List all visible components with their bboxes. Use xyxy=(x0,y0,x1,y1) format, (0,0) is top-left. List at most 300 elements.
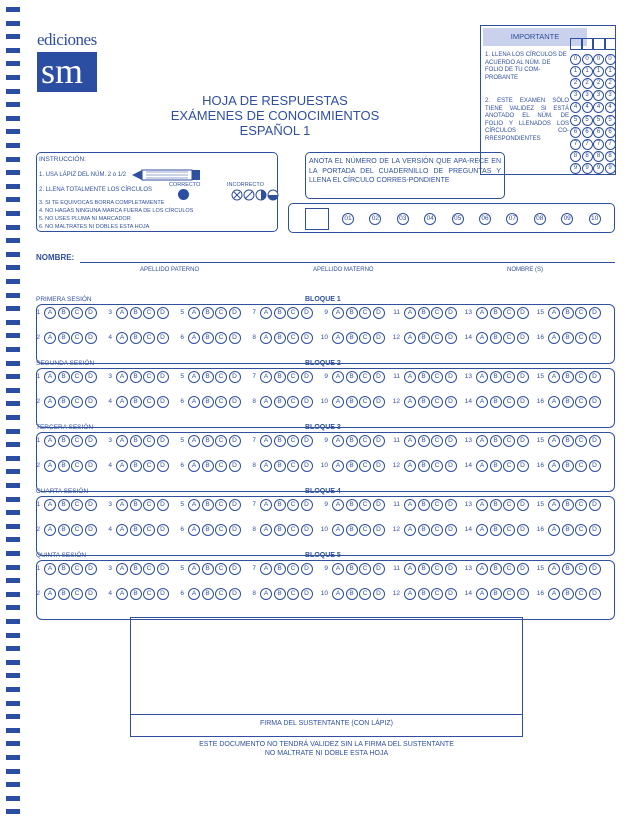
answer-bubble[interactable]: D xyxy=(589,371,601,383)
answer-bubble[interactable]: C xyxy=(575,307,587,319)
answer-bubble[interactable]: D xyxy=(373,332,385,344)
answer-bubble[interactable]: C xyxy=(503,396,515,408)
answer-bubble[interactable]: B xyxy=(202,460,214,472)
answer-bubble[interactable]: B xyxy=(58,307,70,319)
answer-bubble[interactable]: C xyxy=(215,460,227,472)
answer-bubble[interactable]: D xyxy=(373,460,385,472)
answer-bubble[interactable]: B xyxy=(346,396,358,408)
answer-bubble[interactable]: A xyxy=(188,588,200,600)
answer-bubble[interactable]: A xyxy=(476,563,488,575)
answer-bubble[interactable]: B xyxy=(346,332,358,344)
folio-digit-bubble[interactable]: 8 xyxy=(582,151,593,162)
version-option-bubble[interactable]: 01 xyxy=(342,213,354,225)
folio-digit-bubble[interactable]: 2 xyxy=(582,78,593,89)
answer-bubble[interactable]: D xyxy=(589,460,601,472)
answer-bubble[interactable]: C xyxy=(71,332,83,344)
answer-bubble[interactable]: A xyxy=(548,460,560,472)
answer-bubble[interactable]: B xyxy=(562,307,574,319)
answer-bubble[interactable]: C xyxy=(215,307,227,319)
answer-bubble[interactable]: B xyxy=(274,307,286,319)
answer-bubble[interactable]: C xyxy=(71,307,83,319)
answer-bubble[interactable]: C xyxy=(215,371,227,383)
answer-bubble[interactable]: A xyxy=(404,460,416,472)
answer-bubble[interactable]: C xyxy=(575,524,587,536)
answer-bubble[interactable]: A xyxy=(476,524,488,536)
answer-bubble[interactable]: A xyxy=(116,499,128,511)
answer-bubble[interactable]: D xyxy=(589,499,601,511)
answer-bubble[interactable]: B xyxy=(202,563,214,575)
answer-bubble[interactable]: D xyxy=(85,435,97,447)
answer-bubble[interactable]: B xyxy=(202,307,214,319)
answer-bubble[interactable]: C xyxy=(359,435,371,447)
answer-bubble[interactable]: B xyxy=(562,524,574,536)
answer-bubble[interactable]: A xyxy=(332,499,344,511)
answer-bubble[interactable]: B xyxy=(346,499,358,511)
version-option-bubble[interactable]: 10 xyxy=(589,213,601,225)
answer-bubble[interactable]: C xyxy=(71,371,83,383)
answer-bubble[interactable]: D xyxy=(517,396,529,408)
answer-bubble[interactable]: D xyxy=(85,524,97,536)
folio-digit-bubble[interactable]: 7 xyxy=(570,139,581,150)
answer-bubble[interactable]: B xyxy=(562,563,574,575)
answer-bubble[interactable]: D xyxy=(157,396,169,408)
folio-digit-bubble[interactable]: 7 xyxy=(593,139,604,150)
answer-bubble[interactable]: D xyxy=(229,563,241,575)
version-option-bubble[interactable]: 09 xyxy=(561,213,573,225)
answer-bubble[interactable]: D xyxy=(85,460,97,472)
folio-digit-bubble[interactable]: 8 xyxy=(570,151,581,162)
answer-bubble[interactable]: C xyxy=(143,588,155,600)
answer-bubble[interactable]: C xyxy=(431,460,443,472)
answer-bubble[interactable]: C xyxy=(575,435,587,447)
answer-bubble[interactable]: C xyxy=(215,435,227,447)
folio-digit-bubble[interactable]: 5 xyxy=(605,115,616,126)
answer-bubble[interactable]: B xyxy=(418,435,430,447)
answer-bubble[interactable]: B xyxy=(274,460,286,472)
answer-bubble[interactable]: B xyxy=(274,371,286,383)
answer-bubble[interactable]: B xyxy=(490,563,502,575)
answer-bubble[interactable]: A xyxy=(116,371,128,383)
answer-bubble[interactable]: B xyxy=(346,460,358,472)
answer-bubble[interactable]: D xyxy=(301,371,313,383)
answer-bubble[interactable]: C xyxy=(503,371,515,383)
answer-bubble[interactable]: B xyxy=(58,371,70,383)
answer-bubble[interactable]: B xyxy=(202,499,214,511)
answer-bubble[interactable]: A xyxy=(548,588,560,600)
answer-bubble[interactable]: D xyxy=(229,332,241,344)
answer-bubble[interactable]: D xyxy=(157,435,169,447)
folio-digit-bubble[interactable]: 8 xyxy=(605,151,616,162)
answer-bubble[interactable]: A xyxy=(404,563,416,575)
answer-bubble[interactable]: B xyxy=(418,307,430,319)
answer-bubble[interactable]: D xyxy=(373,307,385,319)
answer-bubble[interactable]: D xyxy=(445,371,457,383)
answer-bubble[interactable]: D xyxy=(517,371,529,383)
answer-bubble[interactable]: C xyxy=(431,371,443,383)
answer-bubble[interactable]: A xyxy=(476,435,488,447)
answer-bubble[interactable]: C xyxy=(431,563,443,575)
answer-bubble[interactable]: C xyxy=(143,371,155,383)
version-option-bubble[interactable]: 04 xyxy=(424,213,436,225)
answer-bubble[interactable]: A xyxy=(116,396,128,408)
answer-bubble[interactable]: D xyxy=(589,307,601,319)
signature-box[interactable] xyxy=(130,617,523,737)
answer-bubble[interactable]: C xyxy=(503,460,515,472)
answer-bubble[interactable]: B xyxy=(490,307,502,319)
answer-bubble[interactable]: C xyxy=(215,524,227,536)
version-option-bubble[interactable]: 03 xyxy=(397,213,409,225)
folio-digit-bubble[interactable]: 3 xyxy=(593,90,604,101)
answer-bubble[interactable]: B xyxy=(274,435,286,447)
answer-bubble[interactable]: D xyxy=(85,332,97,344)
folio-entry-box[interactable] xyxy=(593,38,605,50)
answer-bubble[interactable]: A xyxy=(404,499,416,511)
answer-bubble[interactable]: C xyxy=(71,460,83,472)
answer-bubble[interactable]: D xyxy=(301,307,313,319)
folio-digit-bubble[interactable]: 4 xyxy=(582,102,593,113)
answer-bubble[interactable]: D xyxy=(445,563,457,575)
folio-digit-bubble[interactable]: 6 xyxy=(593,127,604,138)
answer-bubble[interactable]: C xyxy=(143,307,155,319)
answer-bubble[interactable]: C xyxy=(359,499,371,511)
answer-bubble[interactable]: C xyxy=(503,563,515,575)
answer-bubble[interactable]: D xyxy=(589,396,601,408)
folio-entry-box[interactable] xyxy=(582,38,594,50)
answer-bubble[interactable]: C xyxy=(431,499,443,511)
answer-bubble[interactable]: D xyxy=(589,435,601,447)
answer-bubble[interactable]: D xyxy=(229,435,241,447)
answer-bubble[interactable]: A xyxy=(44,499,56,511)
folio-digit-bubble[interactable]: 9 xyxy=(582,163,593,174)
answer-bubble[interactable]: A xyxy=(116,588,128,600)
answer-bubble[interactable]: C xyxy=(71,396,83,408)
answer-bubble[interactable]: A xyxy=(188,563,200,575)
folio-entry-box[interactable] xyxy=(570,38,582,50)
folio-digit-bubble[interactable]: 1 xyxy=(570,66,581,77)
answer-bubble[interactable]: C xyxy=(215,499,227,511)
answer-bubble[interactable]: C xyxy=(215,563,227,575)
folio-digit-bubble[interactable]: 5 xyxy=(570,115,581,126)
answer-bubble[interactable]: D xyxy=(157,499,169,511)
answer-bubble[interactable]: A xyxy=(548,435,560,447)
answer-bubble[interactable]: A xyxy=(332,307,344,319)
answer-bubble[interactable]: D xyxy=(85,371,97,383)
answer-bubble[interactable]: A xyxy=(476,307,488,319)
answer-bubble[interactable]: A xyxy=(116,435,128,447)
answer-bubble[interactable]: B xyxy=(274,563,286,575)
answer-bubble[interactable]: D xyxy=(445,332,457,344)
answer-bubble[interactable]: C xyxy=(287,524,299,536)
answer-bubble[interactable]: C xyxy=(215,332,227,344)
answer-bubble[interactable]: A xyxy=(44,588,56,600)
answer-bubble[interactable]: B xyxy=(418,563,430,575)
answer-bubble[interactable]: B xyxy=(58,396,70,408)
folio-digit-bubble[interactable]: 4 xyxy=(605,102,616,113)
answer-bubble[interactable]: D xyxy=(517,588,529,600)
answer-bubble[interactable]: A xyxy=(44,524,56,536)
version-option-bubble[interactable]: 07 xyxy=(506,213,518,225)
folio-digit-bubble[interactable]: 6 xyxy=(605,127,616,138)
answer-bubble[interactable]: D xyxy=(157,524,169,536)
answer-bubble[interactable]: B xyxy=(346,307,358,319)
answer-bubble[interactable]: B xyxy=(130,499,142,511)
answer-bubble[interactable]: B xyxy=(202,435,214,447)
folio-digit-bubble[interactable]: 6 xyxy=(582,127,593,138)
answer-bubble[interactable]: D xyxy=(373,435,385,447)
answer-bubble[interactable]: C xyxy=(287,499,299,511)
answer-bubble[interactable]: A xyxy=(332,435,344,447)
answer-bubble[interactable]: A xyxy=(404,588,416,600)
answer-bubble[interactable]: C xyxy=(503,435,515,447)
folio-digit-bubble[interactable]: 3 xyxy=(582,90,593,101)
answer-bubble[interactable]: A xyxy=(332,524,344,536)
answer-bubble[interactable]: A xyxy=(260,396,272,408)
answer-bubble[interactable]: A xyxy=(548,563,560,575)
answer-bubble[interactable]: D xyxy=(85,396,97,408)
answer-bubble[interactable]: B xyxy=(418,396,430,408)
answer-bubble[interactable]: D xyxy=(517,524,529,536)
answer-bubble[interactable]: D xyxy=(301,524,313,536)
answer-bubble[interactable]: D xyxy=(301,332,313,344)
folio-digit-bubble[interactable]: 1 xyxy=(582,66,593,77)
answer-bubble[interactable]: B xyxy=(130,460,142,472)
answer-bubble[interactable]: A xyxy=(188,396,200,408)
answer-bubble[interactable]: A xyxy=(116,524,128,536)
answer-bubble[interactable]: D xyxy=(157,332,169,344)
answer-bubble[interactable]: D xyxy=(85,307,97,319)
answer-bubble[interactable]: A xyxy=(332,396,344,408)
answer-bubble[interactable]: A xyxy=(44,460,56,472)
folio-digit-bubble[interactable]: 4 xyxy=(570,102,581,113)
answer-bubble[interactable]: C xyxy=(431,588,443,600)
answer-bubble[interactable]: D xyxy=(445,435,457,447)
answer-bubble[interactable]: B xyxy=(418,460,430,472)
answer-bubble[interactable]: B xyxy=(274,499,286,511)
answer-bubble[interactable]: D xyxy=(229,460,241,472)
answer-bubble[interactable]: D xyxy=(85,563,97,575)
answer-bubble[interactable]: D xyxy=(301,588,313,600)
answer-bubble[interactable]: D xyxy=(589,563,601,575)
answer-bubble[interactable]: D xyxy=(445,524,457,536)
answer-bubble[interactable]: C xyxy=(575,460,587,472)
answer-bubble[interactable]: B xyxy=(58,588,70,600)
answer-bubble[interactable]: D xyxy=(517,332,529,344)
answer-bubble[interactable]: C xyxy=(503,588,515,600)
answer-bubble[interactable]: A xyxy=(44,435,56,447)
folio-digit-bubble[interactable]: 0 xyxy=(593,54,604,65)
answer-bubble[interactable]: D xyxy=(229,396,241,408)
answer-bubble[interactable]: A xyxy=(188,524,200,536)
answer-bubble[interactable]: C xyxy=(575,371,587,383)
answer-bubble[interactable]: A xyxy=(476,371,488,383)
answer-bubble[interactable]: B xyxy=(490,460,502,472)
answer-bubble[interactable]: D xyxy=(85,499,97,511)
folio-digit-bubble[interactable]: 0 xyxy=(582,54,593,65)
answer-bubble[interactable]: A xyxy=(44,332,56,344)
folio-digit-bubble[interactable]: 1 xyxy=(605,66,616,77)
answer-bubble[interactable]: C xyxy=(359,563,371,575)
answer-bubble[interactable]: B xyxy=(490,588,502,600)
answer-bubble[interactable]: B xyxy=(418,588,430,600)
answer-bubble[interactable]: D xyxy=(229,524,241,536)
answer-bubble[interactable]: C xyxy=(287,371,299,383)
answer-bubble[interactable]: B xyxy=(58,563,70,575)
folio-digit-bubble[interactable]: 5 xyxy=(593,115,604,126)
answer-bubble[interactable]: D xyxy=(517,307,529,319)
answer-bubble[interactable]: C xyxy=(359,332,371,344)
answer-bubble[interactable]: B xyxy=(418,332,430,344)
answer-bubble[interactable]: B xyxy=(562,499,574,511)
answer-bubble[interactable]: A xyxy=(404,332,416,344)
folio-digit-bubble[interactable]: 1 xyxy=(593,66,604,77)
answer-bubble[interactable]: A xyxy=(260,371,272,383)
answer-bubble[interactable]: A xyxy=(188,435,200,447)
answer-bubble[interactable]: B xyxy=(130,435,142,447)
answer-bubble[interactable]: B xyxy=(58,332,70,344)
answer-bubble[interactable]: A xyxy=(44,396,56,408)
name-line[interactable] xyxy=(80,262,615,263)
answer-bubble[interactable]: C xyxy=(431,396,443,408)
answer-bubble[interactable]: A xyxy=(332,371,344,383)
answer-bubble[interactable]: B xyxy=(130,371,142,383)
folio-digit-bubble[interactable]: 2 xyxy=(570,78,581,89)
answer-bubble[interactable]: B xyxy=(346,524,358,536)
answer-bubble[interactable]: D xyxy=(157,563,169,575)
answer-bubble[interactable]: A xyxy=(476,332,488,344)
version-option-bubble[interactable]: 06 xyxy=(479,213,491,225)
answer-bubble[interactable]: C xyxy=(359,588,371,600)
folio-entry-box[interactable] xyxy=(605,38,617,50)
answer-bubble[interactable]: C xyxy=(71,499,83,511)
answer-bubble[interactable]: D xyxy=(373,563,385,575)
answer-bubble[interactable]: C xyxy=(215,396,227,408)
answer-bubble[interactable]: A xyxy=(116,460,128,472)
answer-bubble[interactable]: A xyxy=(404,524,416,536)
answer-bubble[interactable]: A xyxy=(260,524,272,536)
version-option-bubble[interactable]: 05 xyxy=(452,213,464,225)
answer-bubble[interactable]: D xyxy=(517,460,529,472)
answer-bubble[interactable]: B xyxy=(130,307,142,319)
folio-digit-bubble[interactable]: 0 xyxy=(570,54,581,65)
folio-digit-bubble[interactable]: 6 xyxy=(570,127,581,138)
answer-bubble[interactable]: C xyxy=(359,396,371,408)
answer-bubble[interactable]: C xyxy=(143,460,155,472)
answer-bubble[interactable]: D xyxy=(301,499,313,511)
answer-bubble[interactable]: A xyxy=(44,371,56,383)
answer-bubble[interactable]: C xyxy=(287,396,299,408)
answer-bubble[interactable]: C xyxy=(575,588,587,600)
folio-digit-bubble[interactable]: 3 xyxy=(570,90,581,101)
answer-bubble[interactable]: A xyxy=(116,332,128,344)
answer-bubble[interactable]: B xyxy=(274,396,286,408)
folio-digit-bubble[interactable]: 4 xyxy=(593,102,604,113)
folio-digit-bubble[interactable]: 0 xyxy=(605,54,616,65)
answer-bubble[interactable]: C xyxy=(71,563,83,575)
answer-bubble[interactable]: A xyxy=(476,396,488,408)
answer-bubble[interactable]: A xyxy=(332,460,344,472)
answer-bubble[interactable]: A xyxy=(548,371,560,383)
answer-bubble[interactable]: C xyxy=(71,524,83,536)
answer-bubble[interactable]: B xyxy=(202,332,214,344)
answer-bubble[interactable]: B xyxy=(274,524,286,536)
answer-bubble[interactable]: A xyxy=(188,460,200,472)
answer-bubble[interactable]: A xyxy=(404,396,416,408)
answer-bubble[interactable]: D xyxy=(157,371,169,383)
answer-bubble[interactable]: C xyxy=(215,588,227,600)
answer-bubble[interactable]: A xyxy=(548,499,560,511)
answer-bubble[interactable]: C xyxy=(359,524,371,536)
answer-bubble[interactable]: A xyxy=(260,332,272,344)
answer-bubble[interactable]: C xyxy=(503,307,515,319)
answer-bubble[interactable]: C xyxy=(503,332,515,344)
answer-bubble[interactable]: C xyxy=(359,371,371,383)
answer-bubble[interactable]: B xyxy=(274,332,286,344)
answer-bubble[interactable]: D xyxy=(157,588,169,600)
folio-digit-bubble[interactable]: 2 xyxy=(593,78,604,89)
answer-bubble[interactable]: A xyxy=(188,499,200,511)
version-option-bubble[interactable]: 02 xyxy=(369,213,381,225)
answer-bubble[interactable]: B xyxy=(58,460,70,472)
answer-bubble[interactable]: A xyxy=(476,499,488,511)
answer-bubble[interactable]: D xyxy=(373,499,385,511)
answer-bubble[interactable]: A xyxy=(476,588,488,600)
folio-digit-bubble[interactable]: 5 xyxy=(582,115,593,126)
answer-bubble[interactable]: D xyxy=(373,396,385,408)
answer-bubble[interactable]: D xyxy=(445,307,457,319)
answer-bubble[interactable]: D xyxy=(589,524,601,536)
answer-bubble[interactable]: C xyxy=(575,332,587,344)
answer-bubble[interactable]: B xyxy=(130,563,142,575)
folio-digit-bubble[interactable]: 7 xyxy=(605,139,616,150)
folio-digit-bubble[interactable]: 3 xyxy=(605,90,616,101)
answer-bubble[interactable]: B xyxy=(562,435,574,447)
answer-bubble[interactable]: C xyxy=(71,588,83,600)
answer-bubble[interactable]: C xyxy=(359,460,371,472)
answer-bubble[interactable]: B xyxy=(418,371,430,383)
answer-bubble[interactable]: C xyxy=(575,499,587,511)
answer-bubble[interactable]: A xyxy=(260,588,272,600)
answer-bubble[interactable]: D xyxy=(517,435,529,447)
answer-bubble[interactable]: A xyxy=(116,563,128,575)
answer-bubble[interactable]: C xyxy=(287,588,299,600)
answer-bubble[interactable]: D xyxy=(301,563,313,575)
answer-bubble[interactable]: D xyxy=(589,588,601,600)
answer-bubble[interactable]: C xyxy=(359,307,371,319)
folio-digit-bubble[interactable]: 9 xyxy=(570,163,581,174)
answer-bubble[interactable]: C xyxy=(575,563,587,575)
answer-bubble[interactable]: B xyxy=(490,371,502,383)
answer-bubble[interactable]: A xyxy=(44,307,56,319)
answer-bubble[interactable]: C xyxy=(503,524,515,536)
folio-digit-bubble[interactable]: 8 xyxy=(593,151,604,162)
answer-bubble[interactable]: A xyxy=(260,499,272,511)
answer-bubble[interactable]: C xyxy=(143,396,155,408)
answer-bubble[interactable]: A xyxy=(332,563,344,575)
answer-bubble[interactable]: A xyxy=(548,332,560,344)
answer-bubble[interactable]: B xyxy=(130,396,142,408)
answer-bubble[interactable]: B xyxy=(202,524,214,536)
version-option-bubble[interactable]: 08 xyxy=(534,213,546,225)
answer-bubble[interactable]: A xyxy=(188,371,200,383)
answer-bubble[interactable]: A xyxy=(548,307,560,319)
answer-bubble[interactable]: A xyxy=(260,563,272,575)
answer-bubble[interactable]: D xyxy=(229,499,241,511)
answer-bubble[interactable]: A xyxy=(404,307,416,319)
answer-bubble[interactable]: C xyxy=(431,524,443,536)
answer-bubble[interactable]: C xyxy=(287,435,299,447)
answer-bubble[interactable]: B xyxy=(562,371,574,383)
answer-bubble[interactable]: D xyxy=(301,460,313,472)
